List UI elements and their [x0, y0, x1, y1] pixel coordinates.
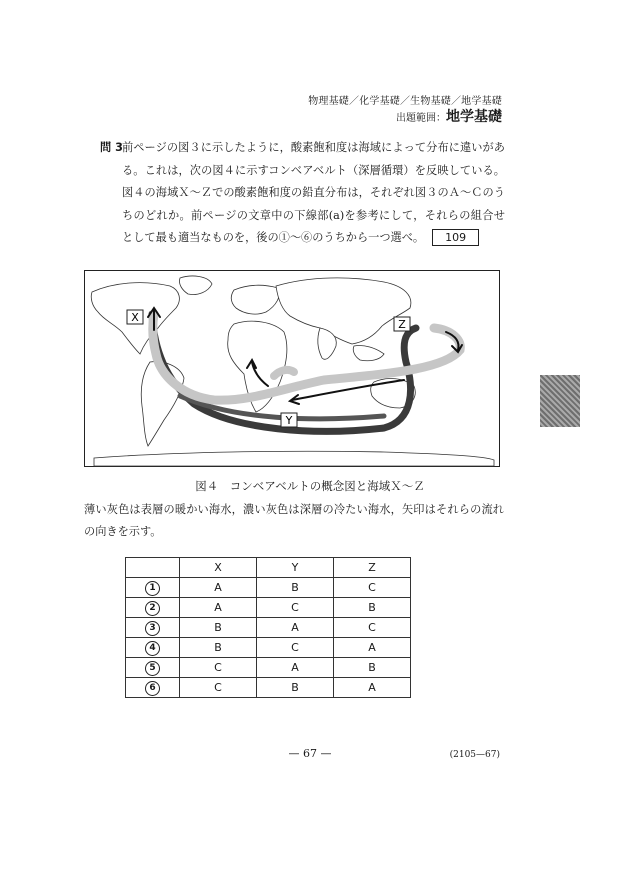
- header-blank-cell: [126, 558, 180, 578]
- scope-label: 出題範囲：: [396, 113, 446, 124]
- cell-z: C: [334, 578, 411, 598]
- figure-note: 薄い灰色は表層の暖かい海水，濃い灰色は深層の冷たい海水，矢印はそれらの流れの向きを示す。: [84, 503, 504, 538]
- question-number: 問 3: [100, 141, 123, 154]
- cell-y: A: [257, 658, 334, 678]
- header-scope: [396, 106, 502, 126]
- label-z: Z: [398, 318, 406, 331]
- choice-cell: [126, 618, 180, 638]
- header-x: X: [180, 558, 257, 578]
- map-svg: [84, 270, 500, 467]
- cell-z: B: [334, 658, 411, 678]
- choice-cell: [126, 658, 180, 678]
- choice-cell: [126, 598, 180, 618]
- cell-x: C: [180, 658, 257, 678]
- side-index-tab: [540, 375, 580, 427]
- cell-z: B: [334, 598, 411, 618]
- question-text-wrap: [122, 137, 505, 250]
- table-row: [126, 578, 411, 598]
- scope-value: 地学基礎: [446, 109, 502, 125]
- label-x: X: [131, 311, 139, 324]
- table-row: [126, 638, 411, 658]
- choice-number: 3: [145, 621, 160, 636]
- choice-cell: [126, 678, 180, 698]
- cell-y: C: [257, 598, 334, 618]
- header-z: Z: [334, 558, 411, 578]
- answer-table: [125, 557, 411, 698]
- choice-number: 1: [145, 581, 160, 596]
- cell-z: A: [334, 638, 411, 658]
- table-row: [126, 618, 411, 638]
- table-row: [126, 598, 411, 618]
- figure-caption: 図４ コンベアベルトの概念図と海域Ｘ～Ｚ: [195, 479, 425, 493]
- header-y: Y: [257, 558, 334, 578]
- answer-box: 109: [432, 229, 479, 246]
- table-row: [126, 658, 411, 678]
- page-number: — 67 —: [288, 747, 332, 760]
- cell-x: A: [180, 578, 257, 598]
- cell-x: A: [180, 598, 257, 618]
- cell-y: B: [257, 578, 334, 598]
- cell-x: B: [180, 618, 257, 638]
- cell-z: C: [334, 618, 411, 638]
- choice-number: 4: [145, 641, 160, 656]
- page-code: (2105—67): [449, 750, 500, 760]
- table-row: [126, 678, 411, 698]
- conveyor-belt-map: [84, 270, 500, 467]
- cell-y: A: [257, 618, 334, 638]
- cell-z: A: [334, 678, 411, 698]
- cell-x: C: [180, 678, 257, 698]
- choice-number: 2: [145, 601, 160, 616]
- label-y: Y: [285, 414, 293, 427]
- cell-y: C: [257, 638, 334, 658]
- choice-number: 5: [145, 661, 160, 676]
- choice-number: 6: [145, 681, 160, 696]
- cell-y: B: [257, 678, 334, 698]
- table-header-row: [126, 558, 411, 578]
- question-block: [100, 137, 505, 250]
- cell-x: B: [180, 638, 257, 658]
- choice-cell: [126, 638, 180, 658]
- question-text: 前ページの図３に示したように，酸素飽和度は海域によって分布に違いがある。これは，次の図４に示すコンベアベルト（深層循環）を反映している。図４の海域Ｘ～Ｚでの酸素飽和度の鉛直分布は，それぞれ図３のＡ～Ｃのうちのどれか。前ページの文章中の下線部(a)を参考にして，それらの組合せとして最も適当なものを，後の①～⑥のうちから一つ選べ。: [122, 141, 505, 244]
- choice-cell: [126, 578, 180, 598]
- header-subjects: 物理基礎／化学基礎／生物基礎／地学基礎: [308, 96, 502, 107]
